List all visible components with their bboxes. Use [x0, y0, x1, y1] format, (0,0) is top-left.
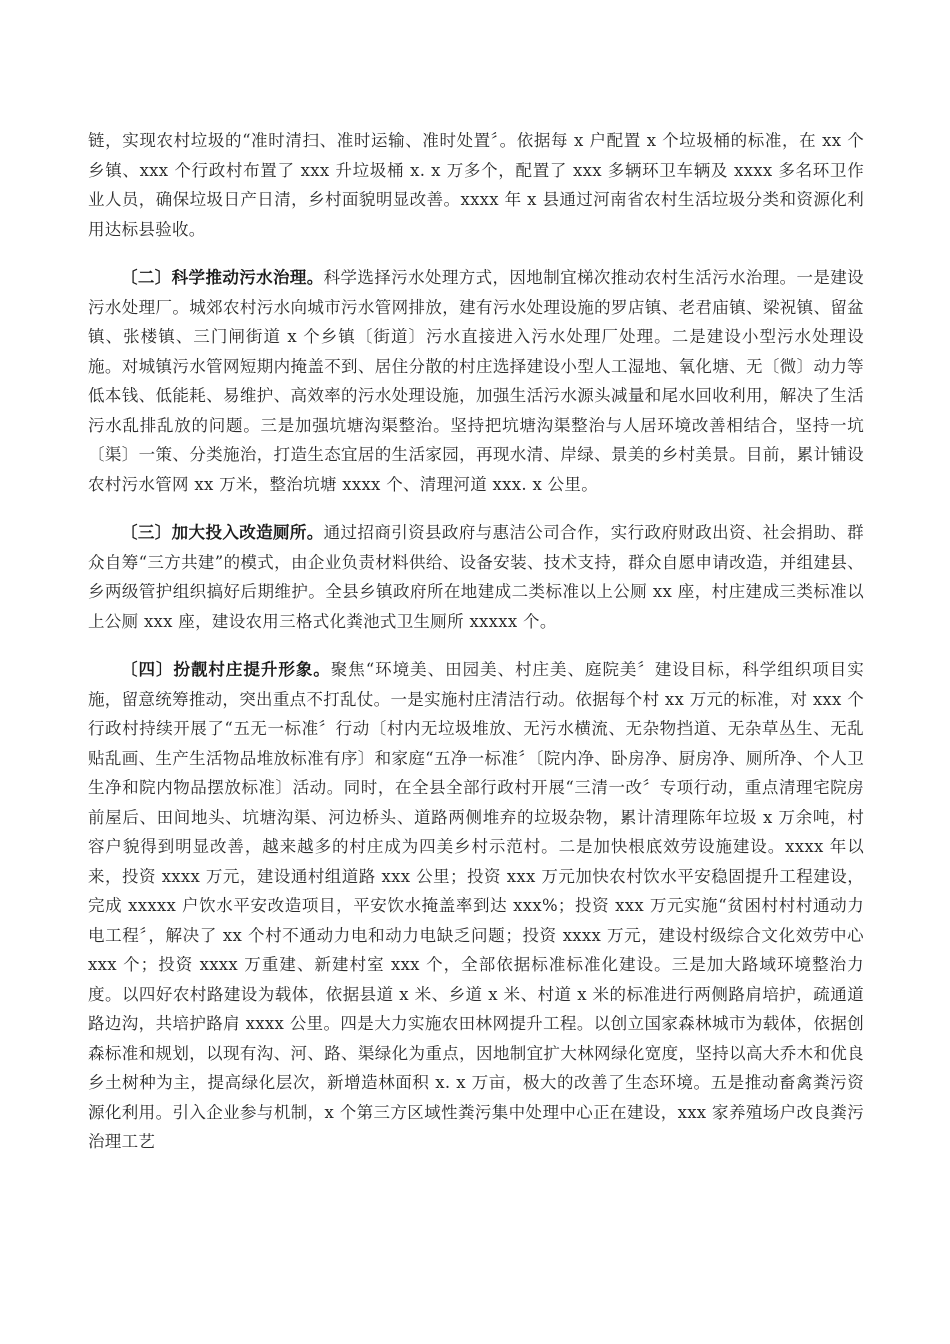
paragraph-text: 科学选择污水处理方式，因地制宜梯次推动农村生活污水治理。一是建设污水处理厂。城郊农村污水向城市污水管网排放，建有污水处理设施的罗店镇、老君庙镇、梁祝镇、留盆镇、张楼镇、三门闸街道 x 个乡镇〔街道〕污水直接进入污水处理厂处理。二是建设小型污水处理设施。对城镇污水管网短期内掩盖不到、居住分散的村庄选择建设小型人工湿地、氧化塘、无〔微〕动力等低本钱、低能耗、易维护、高效率的污水处理设施，加强生活污水源头减量和尾水回收利用，解决了生活污水乱排乱放的问题。三是加强坑塘沟渠整治。坚持把坑塘沟渠整治与人居环境改善相结合，坚持一坑〔渠〕一策、分类施治，打造生态宜居的生活家园，再现水清、岸绿、景美的乡村美景。目前，累计铺设农村污水管网 xx 万米，整治坑塘 xxxx 个、清理河道 xxx. x 公里。: [88, 268, 864, 494]
document-body: [88, 126, 864, 1176]
paragraph-garbage-collection: [88, 126, 864, 244]
section-heading-village: 〔四〕扮靓村庄提升形象。: [121, 660, 331, 679]
paragraph-text: 通过招商引资县政府与惠洁公司合作，实行政府财政出资、社会捐助、群众自筹“三方共建”的模式，由企业负责材料供给、设备安装、技术支持，群众自愿申请改造，并组建县、乡两级管护组织搞好后期维护。全县乡镇政府所在地建成二类标准以上公厕 xx 座，村庄建成三类标准以上公厕 xxx 座，建设农用三格式化粪池式卫生厕所 xxxxx 个。: [88, 523, 865, 631]
paragraph-text: 链，实现农村垃圾的“准时清扫、准时运输、准时处置〞。依据每 x 户配置 x 个垃圾桶的标准，在 xx 个乡镇、xxx 个行政村布置了 xxx 升垃圾桶 x. x 万多个，配置了 xxx 多辆环卫车辆及 xxxx 多名环卫作业人员，确保垃圾日产日清，乡村面貌明显改善。xxxx 年 x 县通过河南省农村生活垃圾分类和资源化利用达标县验收。: [88, 131, 864, 239]
section-heading-sewage: 〔二〕科学推动污水治理。: [121, 268, 324, 287]
paragraph-sewage-treatment: [88, 263, 864, 499]
section-heading-toilets: 〔三〕加大投入改造厕所。: [121, 523, 324, 542]
paragraph-text: 聚焦“环境美、田园美、村庄美、庭院美〞建设目标，科学组织项目实施，留意统筹推动，突出重点不打乱仗。一是实施村庄清洁行动。依据每个村 xx 万元的标准，对 xxx 个行政村持续开展了“五无一标准〞行动〔村内无垃圾堆放、无污水横流、无杂物挡道、无杂草丛生、无乱贴乱画、生产生活物品堆放标准有序〕和家庭“五净一标准〞〔院内净、卧房净、厨房净、厕所净、个人卫生净和院内物品摆放标准〕活动。同时，在全县全部行政村开展“三清一改〞专项行动，重点清理宅院房前屋后、田间地头、坑塘沟渠、河边桥头、道路两侧堆弃的垃圾杂物，累计清理陈年垃圾 x 万余吨，村容户貌得到明显改善，越来越多的村庄成为四美乡村示范村。二是加快根底效劳设施建设。xxxx 年以来，投资 xxxx 万元，建设通村组道路 xxx 公里；投资 xxx 万元加快农村饮水平安稳固提升工程建设，完成 xxxxx 户饮水平安改造项目，平安饮水掩盖率到达 xxx%；投资 xxx 万元实施“贫困村村村通动力电工程〞，解决了 xx 个村不通动力电和动力电缺乏问题；投资 xxxx 万元，建设村级综合文化效劳中心 xxx 个；投资 xxxx 万重建、新建村室 xxx 个，全部依据标准标准化建设。三是加大路域环境整治力度。以四好农村路建设为载体，依据县道 x 米、乡道 x 米、村道 x 米的标准进行两侧路肩培护，疏通道路边沟，共培护路肩 xxxx 公里。四是大力实施农田林网提升工程。以创立国家森林城市为载体，依据创森标准和规划，以现有沟、河、路、渠绿化为重点，因地制宜扩大林网绿化宽度，坚持以高大乔木和优良乡土树种为主，提高绿化层次，新增造林面积 x. x 万亩，极大的改善了生态环境。五是推动畜禽粪污资源化利用。引入企业参与机制，x 个第三方区域性粪污集中处理中心正在建设，xxx 家养殖场户改良粪污治理工艺: [88, 660, 864, 1151]
paragraph-toilet-renovation: [88, 518, 864, 636]
paragraph-village-image: [88, 655, 864, 1157]
